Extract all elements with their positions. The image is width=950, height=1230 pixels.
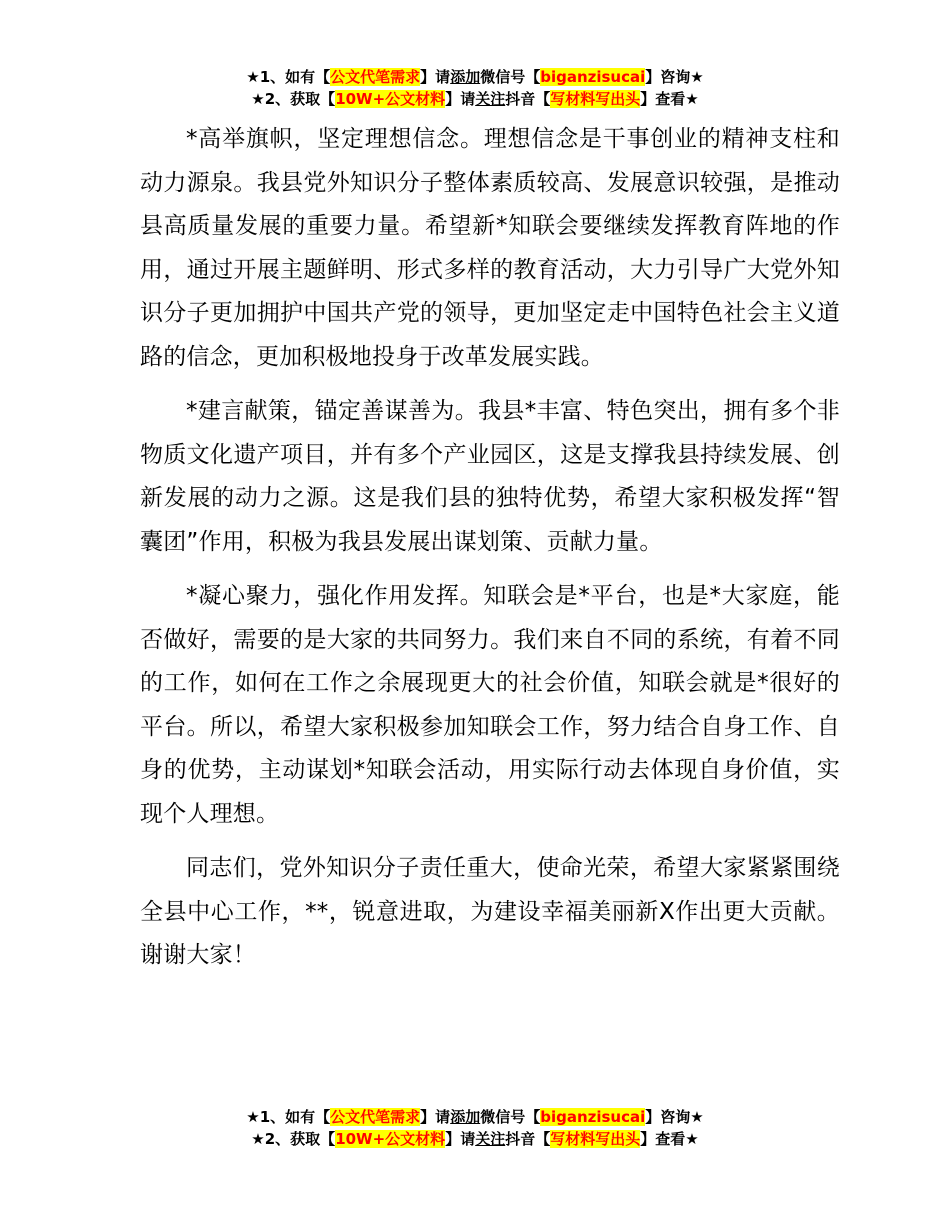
banner-highlight: 公文代笔需求 <box>330 1108 421 1126</box>
banner-underline: 添加 <box>450 68 481 86</box>
banner-text: ★1、如有【 <box>246 1108 331 1126</box>
paragraph: *高举旗帜，坚定理想信念。理想信念是干事创业的精神支柱和动力源泉。我县党外知识分子整体素质较高、发展意识较强，是推动县高质量发展的重要力量。希望新*知联会要继续发挥教育阵地的作用，通过开展主题鲜明、形式多样的教育活动，大力引导广大党外知识分子更加拥护中国共产党的领导，更加坚定走中国特色社会主义道路的信念，更加积极地投身于改革发展实践。 <box>140 126 840 370</box>
header-banner <box>0 66 950 110</box>
paragraph: *建言献策，锚定善谋善为。我县*丰富、特色突出，拥有多个非物质文化遗产项目，并有多个产业园区，这是支撑我县持续发展、创新发展的动力之源。这是我们县的独特优势，希望大家积极发挥“智囊团”作用，积极为我县发展出谋划策、贡献力量。 <box>140 398 840 555</box>
banner-line-2 <box>0 88 950 110</box>
banner-highlight: biganzisucai <box>540 1108 646 1126</box>
banner-highlight: 写材料写出头 <box>550 1130 641 1148</box>
banner-highlight: 10W+公文材料 <box>335 1130 446 1148</box>
banner-highlight: 公文代笔需求 <box>330 68 421 86</box>
banner-text: 微信号【 <box>480 1108 541 1126</box>
paragraph: *凝心聚力，强化作用发挥。知联会是*平台，也是*大家庭，能否做好，需要的是大家的共同努力。我们来自不同的系统，有着不同的工作，如何在工作之余展现更大的社会价值，知联会就是*很好的平台。所以，希望大家积极参加知联会工作，努力结合自身工作、自身的优势，主动谋划*知联会活动，用实际行动去体现自身价值，实现个人理想。 <box>140 583 840 827</box>
banner-line-1 <box>0 66 950 88</box>
banner-text: 】请 <box>445 90 476 108</box>
banner-text: ★2、获取【 <box>251 90 336 108</box>
banner-underline: 关注 <box>475 1130 506 1148</box>
banner-underline: 关注 <box>475 90 506 108</box>
banner-text: ★1、如有【 <box>246 68 331 86</box>
banner-text: 】请 <box>420 68 451 86</box>
banner-line-2 <box>0 1128 950 1150</box>
banner-text: 】请 <box>445 1130 476 1148</box>
banner-text: ★2、获取【 <box>251 1130 336 1148</box>
banner-highlight: 10W+公文材料 <box>335 90 446 108</box>
banner-underline: 添加 <box>450 1108 481 1126</box>
banner-text: 】请 <box>420 1108 451 1126</box>
banner-text: 】查看★ <box>640 90 699 108</box>
banner-text: 抖音【 <box>505 90 551 108</box>
banner-text: 微信号【 <box>480 68 541 86</box>
banner-text: 】咨询★ <box>645 68 704 86</box>
banner-highlight: biganzisucai <box>540 68 646 86</box>
banner-highlight: 写材料写出头 <box>550 90 641 108</box>
footer-banner <box>0 1106 950 1150</box>
banner-text: 】查看★ <box>640 1130 699 1148</box>
banner-text: 】咨询★ <box>645 1108 704 1126</box>
banner-text: 抖音【 <box>505 1130 551 1148</box>
banner-line-1 <box>0 1106 950 1128</box>
document-body <box>140 118 840 978</box>
paragraph: 同志们，党外知识分子责任重大，使命光荣，希望大家紧紧围绕全县中心工作，**，锐意进取，为建设幸福美丽新X作出更大贡献。谢谢大家！ <box>140 855 840 968</box>
